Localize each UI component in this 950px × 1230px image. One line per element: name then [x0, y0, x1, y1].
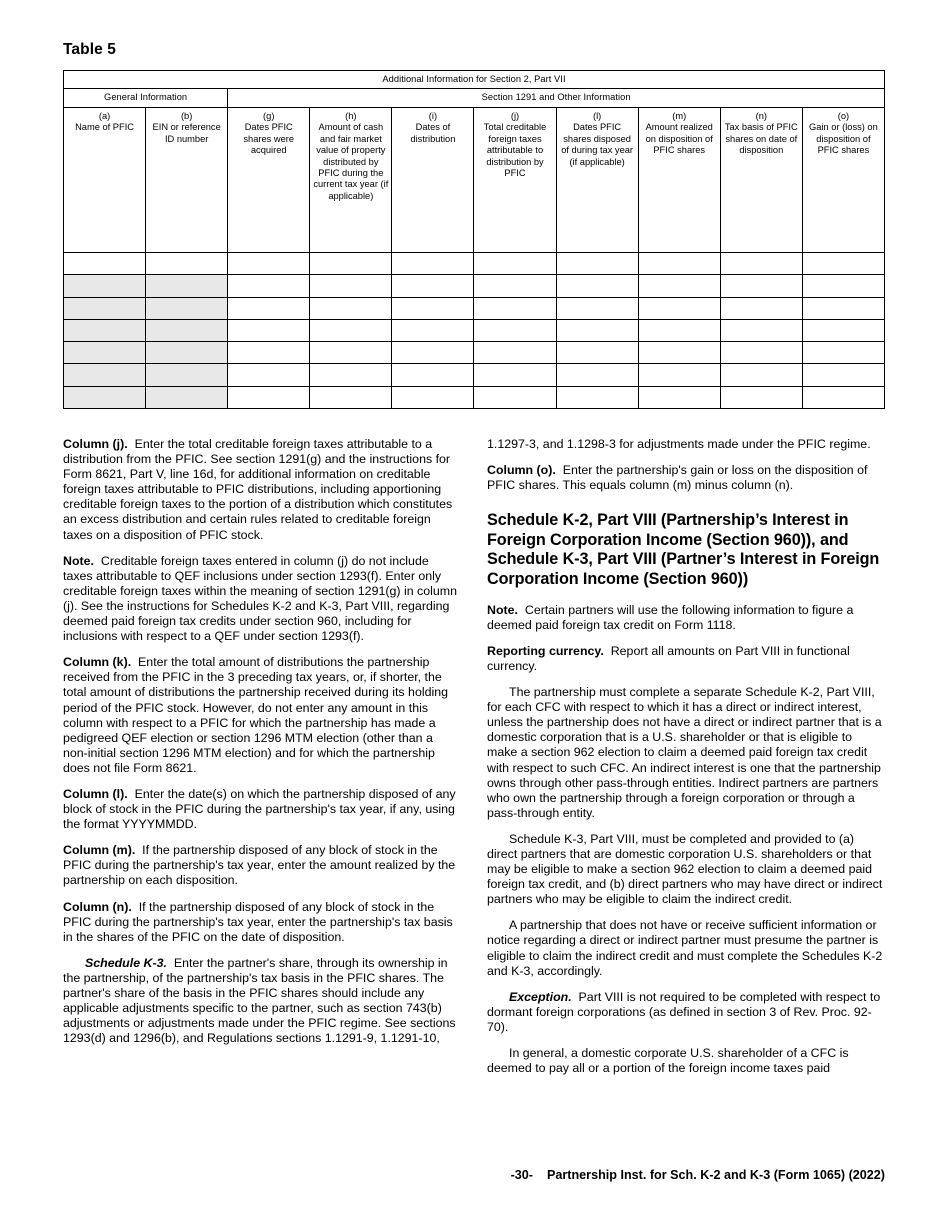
- column-label-h: Amount of cash and fair market value of property distributed by PFIC during the current tax year (if applicable): [313, 122, 389, 201]
- cell-b[interactable]: [146, 275, 228, 297]
- cell-g[interactable]: [228, 342, 310, 364]
- cell-m[interactable]: [638, 297, 720, 319]
- paragraph-column-k: [63, 655, 460, 776]
- column-label-m: Amount realized on disposition of PFIC shares: [645, 122, 713, 156]
- cell-b[interactable]: [146, 364, 228, 386]
- table-column-header-row: [64, 108, 885, 253]
- lead-in-column-n: Column (n).: [63, 899, 132, 914]
- cell-g[interactable]: [228, 275, 310, 297]
- cell-i[interactable]: [392, 275, 474, 297]
- cell-o[interactable]: [802, 342, 884, 364]
- paragraph-schedule-k3-provided: [487, 832, 884, 907]
- cell-j[interactable]: [474, 275, 556, 297]
- lead-in-reporting-currency: Reporting currency.: [487, 643, 604, 658]
- cell-i[interactable]: [392, 386, 474, 408]
- text-regulations-continued: 1.1297-3, and 1.1298-3 for adjustments made under the PFIC regime.: [487, 437, 871, 451]
- body-column-right: [487, 437, 884, 1087]
- paragraph-separate-schedule-k2: [487, 685, 884, 821]
- column-header-j: [474, 108, 556, 253]
- cell-m[interactable]: [638, 319, 720, 341]
- footer-form-title: Partnership Inst. for Sch. K-2 and K-3 (Form 1065) (2022): [546, 1168, 885, 1182]
- cell-m[interactable]: [638, 386, 720, 408]
- cell-a[interactable]: [64, 319, 146, 341]
- lead-in-column-j: Column (j).: [63, 437, 128, 451]
- cell-j[interactable]: [474, 342, 556, 364]
- column-label-n: Tax basis of PFIC shares on date of disposition: [724, 122, 798, 156]
- column-letter-b: (b): [180, 111, 193, 121]
- text-insufficient-information: A partnership that does not have or receive sufficient information or notice regarding a direct or indirect partner must presume the partner is eligible to claim the indirect credit and must complete the Schedules K-2 and K-3, accordingly.: [487, 918, 883, 978]
- paragraph-note-2: [487, 603, 884, 633]
- group-header-section-1291: Section 1291 and Other Information: [228, 89, 885, 108]
- cell-h[interactable]: [310, 297, 392, 319]
- page-title: Table 5: [63, 41, 116, 58]
- lead-in-column-l: Column (l).: [63, 786, 128, 801]
- table-row[interactable]: [64, 319, 885, 341]
- body-column-left: [63, 437, 460, 1057]
- column-letter-i: (i): [428, 111, 438, 121]
- lead-in-note-2: Note.: [487, 602, 518, 617]
- table-5-container: [63, 70, 885, 409]
- text-column-m: If the partnership disposed of any block of stock in the PFIC during the partnership's tax year, enter the amount realized by the partnership on each disposition.: [63, 843, 456, 888]
- column-header-i: [392, 108, 474, 253]
- cell-h[interactable]: [310, 319, 392, 341]
- cell-a[interactable]: [64, 386, 146, 408]
- lead-in-note-1: Note.: [63, 553, 94, 568]
- cell-i[interactable]: [392, 319, 474, 341]
- cell-a[interactable]: [64, 364, 146, 386]
- column-label-l: Dates PFIC shares disposed of during tax year (if applicable): [561, 122, 634, 167]
- lead-in-schedule-k3: Schedule K-3.: [85, 955, 167, 970]
- cell-n[interactable]: [720, 342, 802, 364]
- text-column-l: Enter the date(s) on which the partnership disposed of any block of stock in the PFIC during the partnership's tax year, if any, using the format YYYYMMDD.: [63, 786, 456, 832]
- cell-a[interactable]: [64, 297, 146, 319]
- column-letter-a: (a): [98, 111, 111, 121]
- table-banner: Additional Information for Section 2, Part VII: [64, 71, 885, 89]
- cell-i[interactable]: [392, 342, 474, 364]
- table-row[interactable]: [64, 364, 885, 386]
- cell-o[interactable]: [802, 275, 884, 297]
- column-letter-g: (g): [263, 111, 275, 121]
- cell-o[interactable]: [802, 253, 884, 275]
- table-group-header-row: [64, 89, 885, 108]
- section-heading-part-viii: Schedule K-2, Part VIII (Partnership’s Interest in Foreign Corporation Income (Section 960)), and Schedule K-3, Part VIII (Partner’s Interest in Foreign Corporation Income (Section 960)): [487, 511, 880, 589]
- column-header-a: [64, 108, 146, 253]
- paragraph-regulations-continued: [487, 437, 884, 452]
- cell-b[interactable]: [146, 386, 228, 408]
- cell-l[interactable]: [556, 275, 638, 297]
- text-note-1: Creditable foreign taxes entered in column (j) do not include taxes attributable to QEF inclusions under section 1293(f). Enter only creditable foreign taxes within the meaning of section 1291(g) in column (j). See the instructions for Schedules K-2 and K-3, Part VIII, regarding deemed paid foreign tax credits under section 960, including for inclusions with respect to a QEF under section 1293(f).: [63, 553, 457, 644]
- cell-o[interactable]: [802, 319, 884, 341]
- paragraph-exception: [487, 990, 884, 1035]
- cell-l[interactable]: [556, 342, 638, 364]
- column-header-b: [146, 108, 228, 253]
- cell-g[interactable]: [228, 319, 310, 341]
- table-row[interactable]: [64, 253, 885, 275]
- column-label-o: Gain or (loss) on disposition of PFIC shares: [809, 122, 878, 156]
- text-note-2: Certain partners will use the following information to figure a deemed paid foreign tax credit on Form 1118.: [487, 602, 854, 632]
- cell-n[interactable]: [720, 297, 802, 319]
- paragraph-column-m: [63, 843, 460, 888]
- cell-a[interactable]: [64, 275, 146, 297]
- text-column-o: Enter the partnership's gain or loss on the disposition of PFIC shares. This equals column (m) minus column (n).: [487, 463, 868, 493]
- cell-m[interactable]: [638, 275, 720, 297]
- cell-l[interactable]: [556, 319, 638, 341]
- cell-b[interactable]: [146, 319, 228, 341]
- column-letter-l: (l): [592, 111, 602, 121]
- cell-g[interactable]: [228, 364, 310, 386]
- group-header-general-information: General Information: [64, 89, 228, 108]
- column-letter-m: (m): [672, 111, 687, 121]
- paragraph-insufficient-information: [487, 918, 884, 978]
- column-letter-o: (o): [837, 111, 850, 121]
- text-in-general: In general, a domestic corporate U.S. shareholder of a CFC is deemed to pay all or a portion of the foreign income taxes paid: [487, 1046, 849, 1076]
- cell-g[interactable]: [228, 253, 310, 275]
- column-header-o: [802, 108, 884, 253]
- cell-n[interactable]: [720, 386, 802, 408]
- text-separate-schedule-k2: The partnership must complete a separate Schedule K-2, Part VIII, for each CFC with respect to which it has a direct or indirect interest, unless the partnership does not have a direct or indirect partner that is a domestic corporation that is a U.S. shareholder or that is eligible to make a section 962 election to claim a deemed paid foreign tax credit with respect to such CFC. An indirect interest is one that the partnership owns through other pass-through entities. Indirect partners are partners who own the partnership through a foreign corporation or through a pass-through entity.: [487, 685, 882, 820]
- cell-j[interactable]: [474, 297, 556, 319]
- cell-h[interactable]: [310, 364, 392, 386]
- text-column-j: Enter the total creditable foreign taxes attributable to a distribution from the PFIC. See section 1291(g) and the instructions for Form 8621, Part V, line 16d, for additional information on creditable foreign taxes attributable to PFIC distributions, including apportioning creditable foreign taxes to the portion of a distribution which constitutes an excess distribution and certain rules related to creditable foreign taxes on a disposition of PFIC stock.: [63, 437, 453, 542]
- text-column-n: If the partnership disposed of any block of stock in the PFIC during the partnership's tax year, enter the partnership's tax basis in the shares of the PFIC on the date of disposition.: [63, 899, 453, 944]
- cell-j[interactable]: [474, 364, 556, 386]
- text-schedule-k3-basis: Enter the partner's share, through its ownership in the partnership, of the partnership's tax basis in the PFIC shares. The partner's share of the basis in the PFIC shares should include any applicable adjustments specific to the partner, such as section 743(b) adjustments or adjustments made under the PFIC regime. See sections 1293(d) and 1296(b), and Regulations sections 1.1291-9, 1.1291-10,: [63, 955, 456, 1046]
- cell-i[interactable]: [392, 253, 474, 275]
- cell-l[interactable]: [556, 253, 638, 275]
- column-label-a: Name of PFIC: [75, 122, 134, 133]
- text-schedule-k3-provided: Schedule K-3, Part VIII, must be completed and provided to (a) direct partners that are domestic corporation U.S. shareholders or that may be eligible to make a section 962 election to claim a deemed paid foreign tax credit, and (b) direct partners who may have direct or indirect partners who may be eligible to claim the indirect credit.: [487, 831, 883, 907]
- cell-l[interactable]: [556, 386, 638, 408]
- column-label-i: Dates of distribution: [410, 122, 456, 144]
- cell-a[interactable]: [64, 253, 146, 275]
- cell-j[interactable]: [474, 319, 556, 341]
- table-row[interactable]: [64, 275, 885, 297]
- cell-m[interactable]: [638, 342, 720, 364]
- cell-n[interactable]: [720, 253, 802, 275]
- text-reporting-currency: Report all amounts on Part VIII in functional currency.: [487, 643, 850, 673]
- cell-i[interactable]: [392, 364, 474, 386]
- column-label-b: EIN or reference ID number: [152, 122, 221, 144]
- page-footer: [63, 1168, 885, 1182]
- paragraph-reporting-currency: [487, 644, 884, 674]
- lead-in-column-m: Column (m).: [63, 843, 136, 858]
- cell-l[interactable]: [556, 364, 638, 386]
- cell-i[interactable]: [392, 297, 474, 319]
- cell-n[interactable]: [720, 319, 802, 341]
- column-label-j: Total creditable foreign taxes attributable to distribution by PFIC: [483, 122, 547, 179]
- table-row[interactable]: [64, 342, 885, 364]
- column-letter-j: (j): [510, 111, 520, 121]
- paragraph-schedule-k3-basis: [63, 956, 460, 1047]
- lead-in-column-k: Column (k).: [63, 655, 132, 670]
- cell-o[interactable]: [802, 297, 884, 319]
- pfic-information-table: [63, 70, 885, 409]
- column-header-h: [310, 108, 392, 253]
- cell-m[interactable]: [638, 364, 720, 386]
- paragraph-note-1: [63, 554, 460, 645]
- cell-o[interactable]: [802, 364, 884, 386]
- paragraph-column-l: [63, 787, 460, 832]
- table-banner-row: [64, 71, 885, 89]
- paragraph-in-general: [487, 1046, 884, 1076]
- cell-m[interactable]: [638, 253, 720, 275]
- cell-n[interactable]: [720, 364, 802, 386]
- table-row[interactable]: [64, 297, 885, 319]
- text-exception: Part VIII is not required to be completed with respect to dormant foreign corporations (as defined in section 3 of Rev. Proc. 92-70).: [487, 989, 881, 1034]
- cell-j[interactable]: [474, 386, 556, 408]
- column-label-g: Dates PFIC shares were acquired: [243, 122, 295, 156]
- column-letter-n: (n): [755, 111, 767, 121]
- cell-g[interactable]: [228, 297, 310, 319]
- text-column-k: Enter the total amount of distributions the partnership received from the PFIC in the 3 preceding tax years, or, if shorter, the total amount of distributions the partnership received during its holding period of the PFIC stock. However, do not enter any amount in this column with respect to a PFIC for which the partnership has made a pedigreed QEF election or section 1296 MTM election (other than a non-initial section 1296 MTM election) and for which the partnership does not file Form 8621.: [63, 655, 449, 775]
- column-header-g: [228, 108, 310, 253]
- cell-b[interactable]: [146, 253, 228, 275]
- paragraph-column-o: [487, 463, 884, 493]
- cell-o[interactable]: [802, 386, 884, 408]
- lead-in-column-o: Column (o).: [487, 463, 556, 478]
- cell-h[interactable]: [310, 342, 392, 364]
- column-header-m: [638, 108, 720, 253]
- table-row[interactable]: [64, 386, 885, 408]
- cell-b[interactable]: [146, 297, 228, 319]
- cell-n[interactable]: [720, 275, 802, 297]
- cell-l[interactable]: [556, 297, 638, 319]
- cell-h[interactable]: [310, 253, 392, 275]
- paragraph-column-j: [63, 437, 460, 543]
- column-header-l: [556, 108, 638, 253]
- column-letter-h: (h): [345, 111, 357, 121]
- cell-a[interactable]: [64, 342, 146, 364]
- column-header-n: [720, 108, 802, 253]
- paragraph-column-n: [63, 900, 460, 945]
- cell-g[interactable]: [228, 386, 310, 408]
- lead-in-exception: Exception.: [509, 989, 572, 1004]
- cell-b[interactable]: [146, 342, 228, 364]
- cell-h[interactable]: [310, 275, 392, 297]
- footer-page-number: -30-: [510, 1168, 533, 1182]
- cell-h[interactable]: [310, 386, 392, 408]
- cell-j[interactable]: [474, 253, 556, 275]
